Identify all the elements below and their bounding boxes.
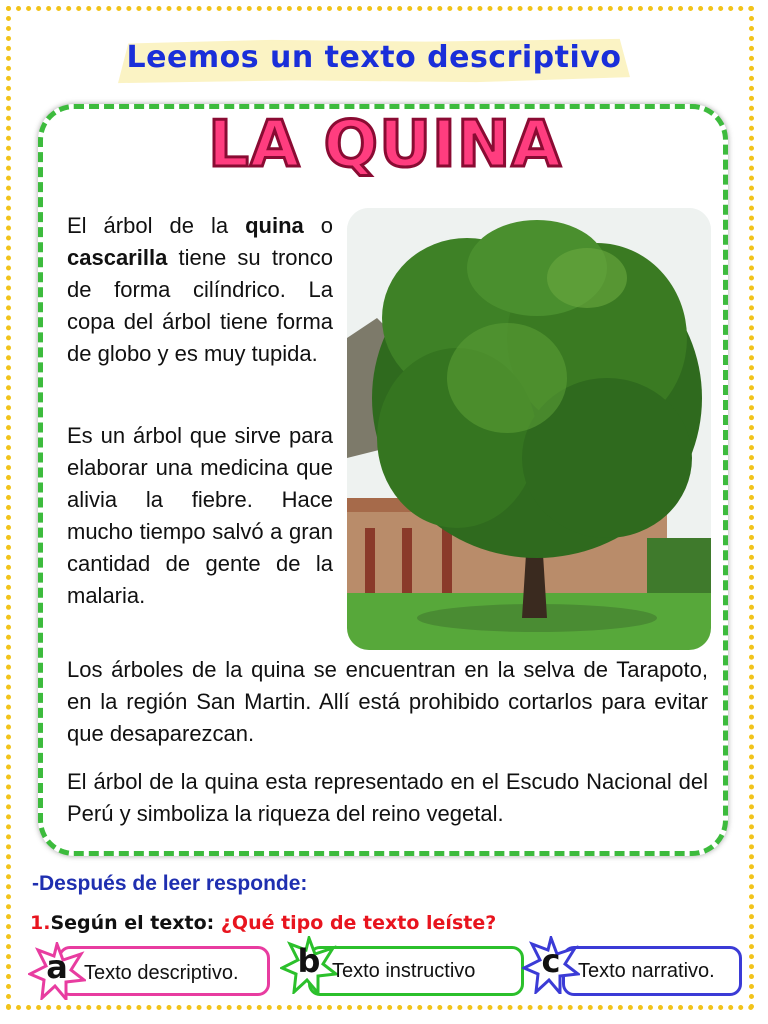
quina-tree-image xyxy=(347,208,711,650)
p1-bold-quina: quina xyxy=(245,213,304,238)
paragraph-3: Los árboles de la quina se encuentran en la selva de Tarapoto, en la región San Martin. Allí está prohibido cortarlos para evitar que desaparezcan. xyxy=(67,657,708,746)
question-1 xyxy=(30,912,496,934)
reading-title: LA QUINA xyxy=(208,108,562,182)
page-title: Leemos un texto descriptivo xyxy=(126,40,622,75)
questions-intro: -Después de leer responde: xyxy=(32,872,308,895)
p1-bold-cascarilla: cascarilla xyxy=(67,245,168,270)
p1-text-3: tiene su tronco de forma cilíndrico. La copa del árbol tiene forma de globo y es muy tupida. xyxy=(67,245,333,366)
option-a-letter: a xyxy=(46,948,68,986)
p1-text-1: El árbol de la xyxy=(67,213,246,238)
paragraph-1 xyxy=(67,210,333,370)
question-1-text: ¿Qué tipo de texto leíste? xyxy=(220,912,497,934)
paragraph-4: El árbol de la quina esta representado en el Escudo Nacional del Perú y simboliza la riqueza del reino vegetal. xyxy=(67,769,708,826)
option-b-letter: b xyxy=(297,942,321,980)
option-c-letter: c xyxy=(541,942,561,980)
option-a-label: Texto descriptivo. xyxy=(84,962,239,984)
p1-text-2: o xyxy=(303,213,333,238)
question-1-prefix: Según el texto: xyxy=(50,912,221,934)
paragraph-2: Es un árbol que sirve para elaborar una medicina que alivia la fiebre. Hace mucho tiempo salvó a gran cantidad de gente de la malaria. xyxy=(67,423,333,608)
option-c-label: Texto narrativo. xyxy=(578,960,715,982)
option-b-label: Texto instructivo xyxy=(332,960,476,982)
question-1-number: 1. xyxy=(30,912,51,934)
